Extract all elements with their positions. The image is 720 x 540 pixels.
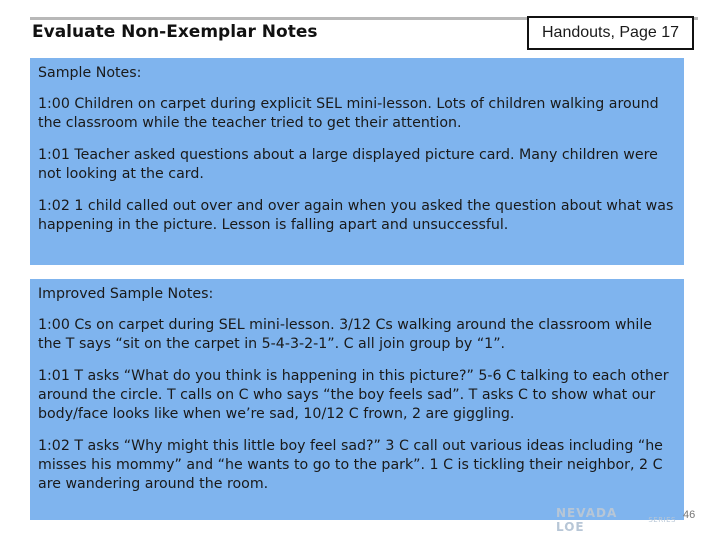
nevada-loe-logo (556, 506, 676, 534)
logo-text: NEVADA LOE (556, 506, 618, 534)
handout-reference-badge: Handouts, Page 17 (527, 16, 694, 50)
improved-notes-box (30, 279, 684, 520)
page-title: Evaluate Non-Exemplar Notes (32, 22, 318, 42)
improved-notes-heading: Improved Sample Notes: (38, 286, 214, 302)
sample-notes-box (30, 58, 684, 265)
sample-note-2: 1:01 Teacher asked questions about a large displayed picture card. Many children were not looking at the card. (38, 147, 658, 182)
page-number: 46 (683, 509, 696, 521)
sample-notes-heading: Sample Notes: (38, 65, 142, 81)
logo-series-text: SERIES (648, 516, 676, 524)
sample-note-3: 1:02 1 child called out over and over again when you asked the question about what was happening in the picture. Lesson is falling apart and unsuccessful. (38, 198, 674, 233)
improved-note-2: 1:01 T asks “What do you think is happening in this picture?” 5-6 C talking to each other around the circle. T calls on C who says “the boy feels sad”. T asks C to show what our body/face looks like when we’re sad, 10/12 C frown, 2 are giggling. (38, 368, 669, 422)
sample-note-1: 1:00 Children on carpet during explicit SEL mini-lesson. Lots of children walking around the classroom while the teacher tried to get their attention. (38, 96, 659, 131)
improved-note-3: 1:02 T asks “Why might this little boy feel sad?” 3 C call out various ideas including “he misses his mommy” and “he wants to go to the park”. 1 C is tickling their neighbor, 2 C are wandering around the room. (38, 438, 663, 492)
improved-note-1: 1:00 Cs on carpet during SEL mini-lesson. 3/12 Cs walking around the classroom while the T says “sit on the carpet in 5-4-3-2-1”. C all join group by “1”. (38, 317, 653, 352)
